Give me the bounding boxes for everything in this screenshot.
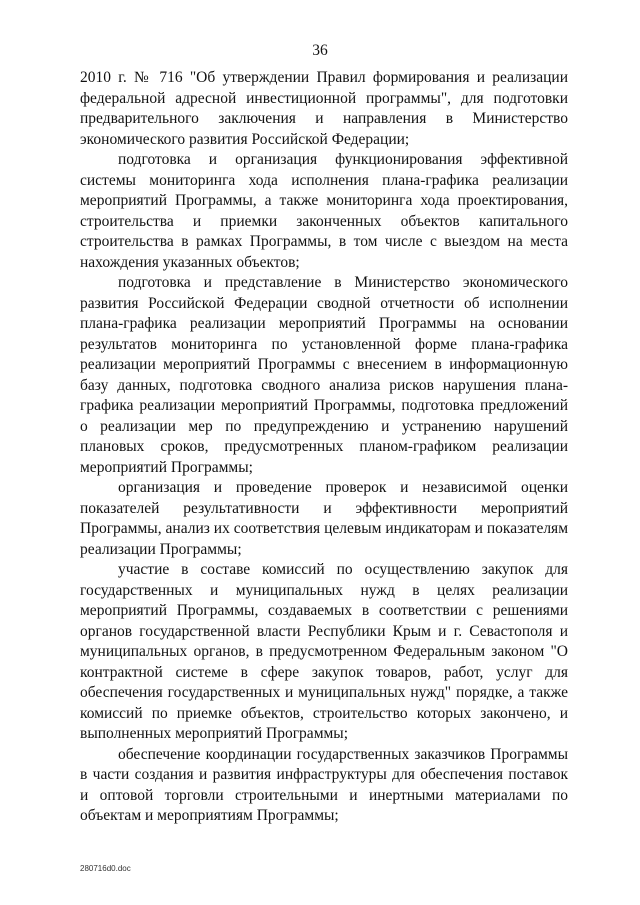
- paragraph-continuation: 2010 г. № 716 "Об утверждении Правил формирования и реализации федеральной адресной инвестиционной программы", для подготовки предварительного заключения и направления в Министерство экономического развития Российской Федерации;: [80, 69, 568, 148]
- paragraph-reporting: подготовка и представление в Министерство экономического развития Российской Федерации сводной отчетности об исполнении плана-графика реализации мероприятий Программы на основании результатов мониторинга по установленной форме плана-графика реализации мероприятий Программы с внесением в информационную базу данных, подготовка сводного анализа рисков нарушения плана-графика реализации мероприятий Программы, подготовка предложений о реализации мер по предупреждению и устранению нарушений плановых сроков, предусмотренных планом-графиком реализации мероприятий Программы;: [80, 274, 568, 476]
- document-footer-filename: 280716d0.doc: [80, 864, 131, 873]
- document-body: [80, 68, 568, 827]
- paragraph-procurement-commissions: участие в составе комиссий по осуществлению закупок для государственных и муниципальных нужд в целях реализации мероприятий Программы, создаваемых в соответствии с решениями органов государственной власти Республики Крым и г. Севастополя и муниципальных органов, в предусмотренном Федеральным законом "О контрактной системе в сфере закупок товаров, работ, услуг для обеспечения государственных и муниципальных нужд" порядке, а также комиссий по приемке объектов, строительство которых закончено, и выполненных мероприятий Программы;: [80, 561, 568, 742]
- paragraph-inspections: организация и проведение проверок и независимой оценки показателей результативности и эффективности мероприятий Программы, анализ их соответствия целевым индикаторам и показателям реализации Программы;: [80, 479, 568, 558]
- paragraph-coordination: обеспечение координации государственных заказчиков Программы в части создания и развития инфраструктуры для обеспечения поставок и оптовой торговли строительными и инертными материалами по объектам и мероприятиям Программы;: [80, 745, 568, 824]
- paragraph-monitoring: подготовка и организация функционирования эффективной системы мониторинга хода исполнения плана-графика реализации мероприятий Программы, а также мониторинга хода проектирования, строительства и приемки законченных объектов капитального строительства в рамках Программы, в том числе с выездом на места нахождения указанных объектов;: [80, 151, 568, 271]
- page-number: 36: [312, 42, 328, 59]
